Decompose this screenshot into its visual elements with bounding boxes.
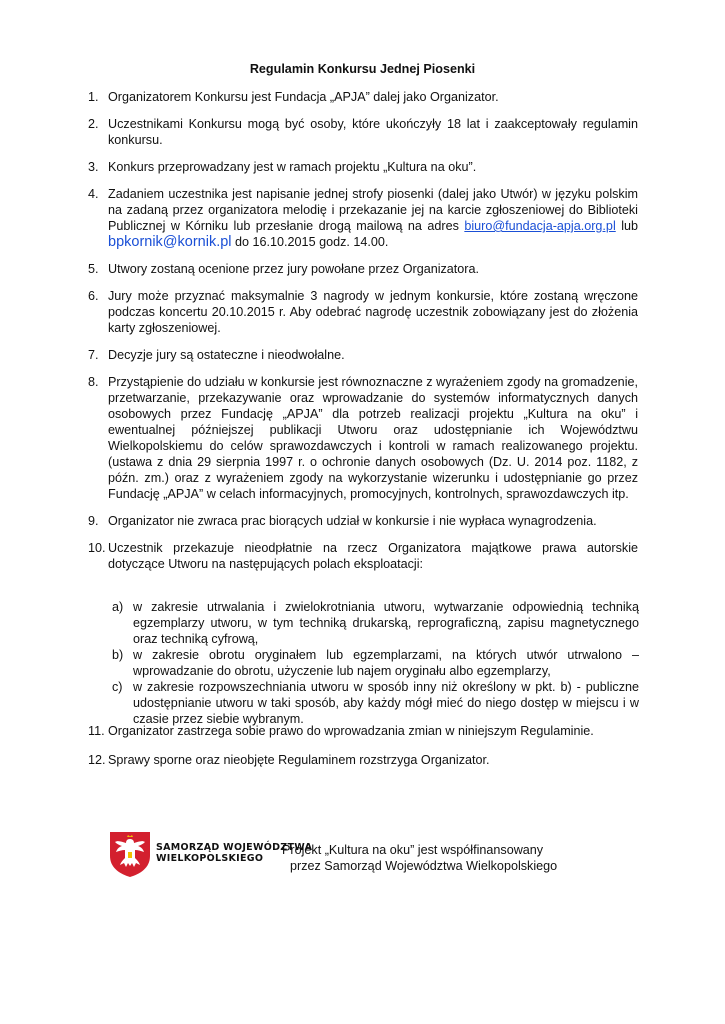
rule-text: Jury może przyznać maksymalnie 3 nagrody w jednym konkursie, które zostaną wręczone podczas koncertu 20.10.2015 r. Aby odebrać nagrodę uczestnik zobowiązany jest do złożenia karty zgłoszeniowej. bbox=[108, 289, 638, 335]
email-link-biuro[interactable]: biuro@fundacja-apja.org.pl bbox=[464, 219, 616, 233]
rule-text-part: do 16.10.2015 godz. 14.00. bbox=[235, 235, 389, 249]
subitem-a bbox=[0, 599, 725, 647]
rule-number: 3. bbox=[88, 160, 99, 174]
rules-list-tail bbox=[0, 723, 725, 779]
rule-text bbox=[108, 186, 638, 250]
email-link-bpkornik[interactable]: bpkornik@kornik.pl bbox=[108, 234, 232, 250]
rule-number: 5. bbox=[88, 262, 99, 276]
rule-12 bbox=[0, 752, 725, 768]
document-title: Regulamin Konkursu Jednej Piosenki bbox=[249, 62, 476, 76]
rule-7 bbox=[0, 347, 725, 363]
footer bbox=[0, 830, 725, 890]
subitem-text: w zakresie utrwalania i zwielokrotniania utworu, wytwarzanie odpowiednią techniką egzemplarzy utworu, w tym techniką drukarską, reprograficzną, zapisu magnetycznego oraz techniką cyfrową, bbox=[133, 600, 639, 646]
rule-number: 7. bbox=[88, 348, 99, 362]
rule-text: Uczestnikami Konkursu mogą być osoby, które ukończyły 18 lat i zaakceptowały regulamin konkursu. bbox=[108, 117, 638, 147]
rule-text: Organizator nie zwraca prac biorących udział w konkursie i nie wypłaca wynagrodzenia. bbox=[108, 514, 597, 528]
rule-number: 9. bbox=[88, 514, 99, 528]
rule-4 bbox=[0, 186, 725, 250]
project-note-line: przez Samorząd Województwa Wielkopolskiego bbox=[290, 859, 558, 873]
rule-number: 4. bbox=[88, 187, 99, 201]
rule-6 bbox=[0, 288, 725, 336]
rule-number: 10. bbox=[88, 541, 106, 555]
rule-9 bbox=[0, 513, 725, 529]
exploitation-fields-list bbox=[0, 599, 725, 727]
rule-text: Organizatorem Konkursu jest Fundacja „APJA” dalej jako Organizator. bbox=[108, 90, 499, 104]
rule-2 bbox=[0, 116, 725, 148]
rule-text-part: lub bbox=[621, 219, 639, 233]
rule-text: Konkurs przeprowadzany jest w ramach projektu „Kultura na oku”. bbox=[108, 160, 477, 174]
subitem-c bbox=[0, 679, 725, 727]
subitem-text: w zakresie rozpowszechniania utworu w sposób inny niż określony w pkt. b) - publiczne udostępnianie utworu w taki sposób, aby każdy mógł mieć do niego dostęp w miejscu i w czasie przez siebie wybranym. bbox=[133, 680, 639, 726]
rule-number: 12. bbox=[88, 753, 106, 767]
rule-text: Decyzje jury są ostateczne i nieodwołalne. bbox=[108, 348, 345, 362]
rule-text: Uczestnik przekazuje nieodpłatnie na rzecz Organizatora majątkowe prawa autorskie dotyczące Utworu na następujących polach eksploatacji: bbox=[108, 541, 638, 571]
rule-number: 8. bbox=[88, 375, 99, 389]
rule-number: 6. bbox=[88, 289, 99, 303]
subitem-letter: c) bbox=[112, 680, 123, 694]
subitem-letter: a) bbox=[112, 600, 124, 614]
rule-text: Utwory zostaną ocenione przez jury powołane przez Organizatora. bbox=[108, 262, 480, 276]
rule-1 bbox=[0, 89, 725, 105]
project-funding-note bbox=[282, 842, 557, 874]
rules-list bbox=[0, 89, 725, 583]
subitem-text: w zakresie obrotu oryginałem lub egzemplarzami, na których utwór utrwalono – wprowadzanie do obrotu, użyczenie lub najem oryginału albo egzemplarzy, bbox=[133, 648, 639, 678]
rule-5 bbox=[0, 261, 725, 277]
project-note-line: Projekt „Kultura na oku” jest współfinansowany bbox=[282, 843, 544, 857]
rule-3 bbox=[0, 159, 725, 175]
rule-number: 1. bbox=[88, 90, 99, 104]
rule-8 bbox=[0, 374, 725, 502]
rule-text: Sprawy sporne oraz nieobjęte Regulaminem rozstrzyga Organizator. bbox=[108, 753, 490, 767]
rule-10 bbox=[0, 540, 725, 572]
rule-text: Przystąpienie do udziału w konkursie jest równoznaczne z wyrażeniem zgody na gromadzenie, przetwarzanie, przekazywanie oraz wprowadzanie do systemów informatycznych danych osobowych przez Fundację „APJA” dla potrzeb realizacji projektu „Kultura na oku” i ewentualnej późniejszej publikacji Utworu oraz udostępnianie ich Województwu Wielkopolskiemu do celów sprawozdawczych i kontroli w ramach realizowanego projektu. (ustawa z dnia 29 sierpnia 1997 r. o ochronie danych osobowych (Dz. U. 2014 poz. 1182, z późn. zm.) oraz z wyrażeniem zgody na wykorzystanie wizerunku i udostępnianie go przez Fundację „APJA” w celach informacyjnych, promocyjnych, kontrolnych, sprawozdawczych itp. bbox=[108, 375, 638, 501]
rule-text-part: Zadaniem uczestnika jest napisanie jednej strofy piosenki (dalej jako Utwór) w języku polskim na zadaną przez organizatora melodię i przekazanie jej na karcie zgłoszeniowej do Biblioteki Publicznej w Kórniku lub przesłanie drogą mailową na adres bbox=[108, 187, 638, 233]
rule-11 bbox=[0, 723, 725, 739]
rule-number: 2. bbox=[88, 117, 99, 131]
logo-text-line: WIELKOPOLSKIEGO bbox=[156, 853, 264, 864]
logo-text-line: SAMORZĄD WOJEWÓDZTWA bbox=[156, 842, 313, 853]
subitem-b bbox=[0, 647, 725, 679]
rule-number: 11. bbox=[88, 724, 105, 738]
wielkopolska-eagle-crest-icon bbox=[108, 830, 152, 878]
rule-text: Organizator zastrzega sobie prawo do wprowadzania zmian w niniejszym Regulaminie. bbox=[108, 724, 594, 738]
subitem-letter: b) bbox=[112, 648, 124, 662]
